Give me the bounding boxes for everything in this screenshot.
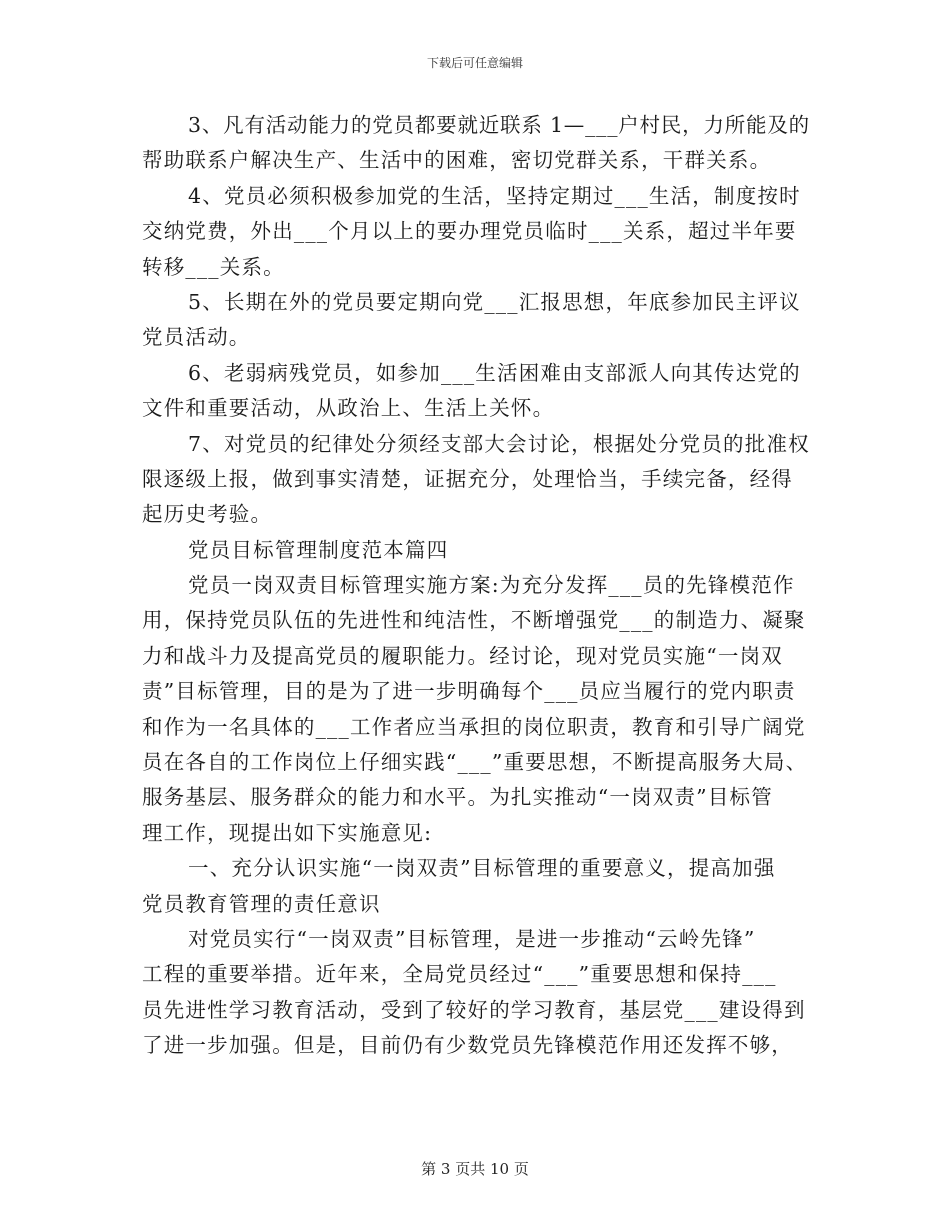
text-line: 员先进性学习教育活动，受到了较好的学习教育，基层党___建设得到: [142, 997, 806, 1022]
text-line: 党员教育管理的责任意识: [142, 891, 381, 916]
text-line: 对党员实行“一岗双责”目标管理，是进一步推动“云岭先锋”: [188, 926, 756, 951]
text-line: 党员目标管理制度范本篇四: [188, 537, 449, 562]
text-line: 限逐级上报，做到事实清楚，证据充分，处理恰当，手续完备，经得: [142, 466, 793, 491]
text-line: 6、老弱病残党员，如参加___生活困难由支部派人向其传达党的: [188, 360, 801, 385]
text-line: 责”目标管理，目的是为了进一步明确每个___员应当履行的党内职责: [142, 679, 796, 704]
text-line: 党员活动。: [142, 325, 251, 350]
text-line: 起历史考验。: [142, 502, 273, 527]
text-line: 党员一岗双责目标管理实施方案:为充分发挥___员的先锋模范作: [188, 573, 795, 598]
page-header: 下载后可任意编辑: [426, 56, 523, 70]
page-footer: 第 3 页共 10 页: [421, 1160, 529, 1178]
text-line: 用，保持党员队伍的先进性和纯洁性，不断增强党___的制造力、凝聚: [142, 608, 806, 633]
text-line: 和作为一名具体的___工作者应当承担的岗位职责，教育和引导广阔党: [142, 714, 806, 739]
document-body: [142, 108, 812, 1064]
text-line: 3、凡有活动能力的党员都要就近联系 1—___户村民，力所能及的: [188, 113, 810, 137]
text-line: 5、长期在外的党员要定期向党___汇报思想，年底参加民主评议: [188, 289, 801, 314]
text-line: 服务基层、服务群众的能力和水平。为扎实推动“一岗双责”目标管: [142, 785, 773, 810]
text-line: 帮助联系户解决生产、生活中的困难，密切党群关系，干群关系。: [142, 148, 772, 173]
text-line: 4、党员必须积极参加党的生活，坚持定期过___生活，制度按时: [188, 183, 801, 208]
text-line: 文件和重要活动，从政治上、生活上关怀。: [142, 396, 555, 421]
text-line: 一、充分认识实施“一岗双责”目标管理的重要意义，提高加强: [188, 856, 776, 881]
text-line: 了进一步加强。但是，目前仍有少数党员先锋模范作用还发挥不够，: [142, 1033, 793, 1058]
text-line: 理工作，现提出如下实施意见:: [142, 820, 433, 845]
text-line: 员在各自的工作岗位上仔细实践“___”重要思想，不断提高服务大局、: [142, 750, 808, 775]
text-line: 转移___关系。: [142, 254, 285, 279]
text-line: 交纳党费，外出___个月以上的要办理党员临时___关系，超过半年要: [142, 219, 797, 244]
text-line: 工程的重要举措。近年来，全局党员经过“___”重要思想和保持___: [142, 962, 777, 987]
text-line: 力和战斗力及提高党员的履职能力。经讨论，现对党员实施“一岗双: [142, 643, 783, 668]
text-line: 7、对党员的纪律处分须经支部大会讨论，根据处分党员的批准权: [188, 431, 810, 456]
